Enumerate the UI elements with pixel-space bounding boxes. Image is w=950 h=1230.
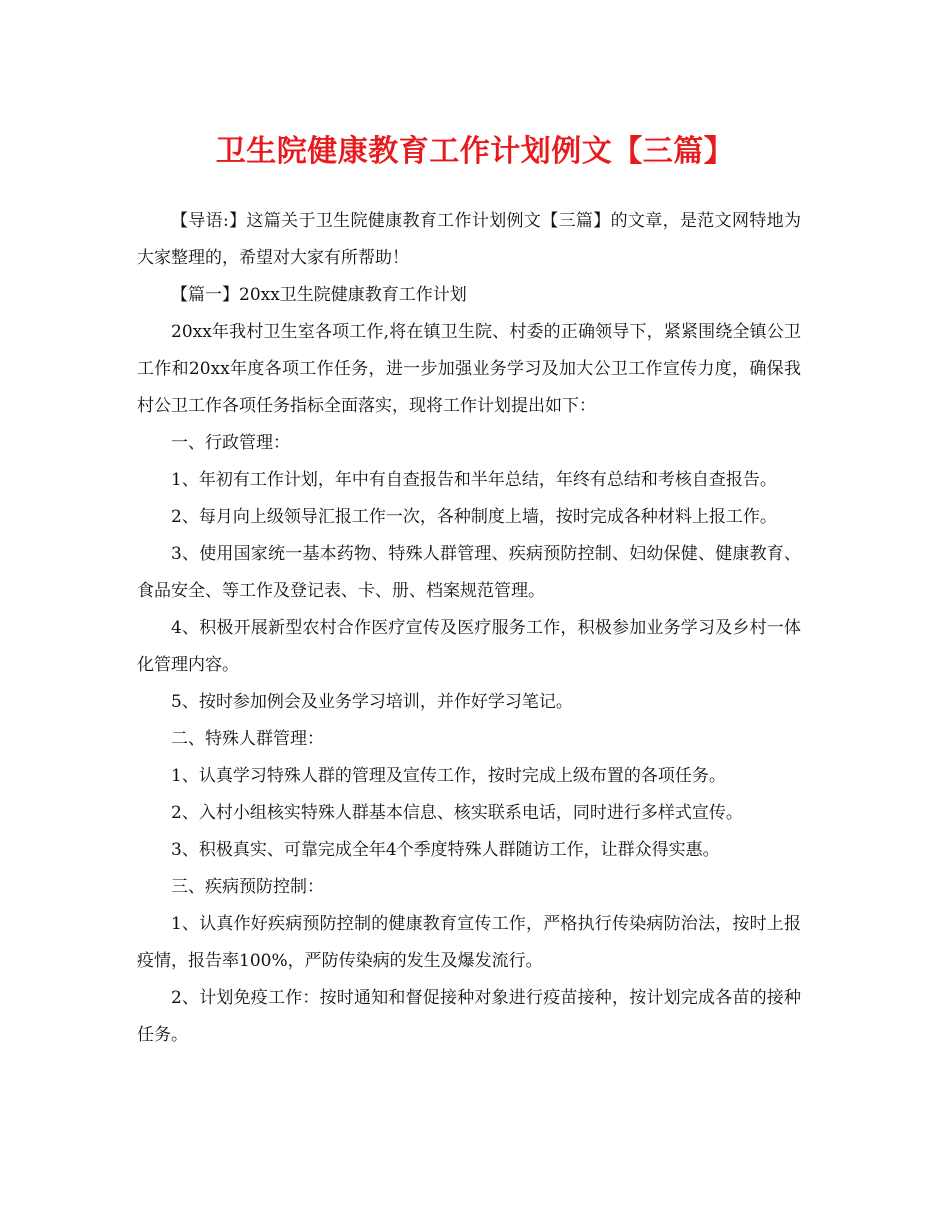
heading-disease-control: 三、疾病预防控制： [171, 877, 324, 897]
disease-control-item-1: 1、认真作好疾病预防控制的健康教育宣传工作，严格执行传染病防治法，按时上报疫情，报告率100%，严防传染病的发生及爆发流行。 [137, 914, 801, 971]
admin-item-1: 1、年初有工作计划，年中有自查报告和半年总结，年终有总结和考核自查报告。 [171, 470, 777, 490]
heading-administration: 一、行政管理： [171, 433, 290, 453]
admin-item-4: 4、积极开展新型农村合作医疗宣传及医疗服务工作，积极参加业务学习及乡村一体化管理内容。 [137, 618, 801, 675]
admin-item-3: 3、使用国家统一基本药物、特殊人群管理、疾病预防控制、妇幼保健、健康教育、食品安全、等工作及登记表、卡、册、档案规范管理。 [137, 544, 801, 601]
document-body [137, 203, 801, 1054]
disease-control-item-2: 2、计划免疫工作：按时通知和督促接种对象进行疫苗接种，按计划完成各苗的接种任务。 [137, 988, 801, 1045]
special-groups-item-3: 3、积极真实、可靠完成全年4个季度特殊人群随访工作，让群众得实惠。 [171, 840, 720, 860]
intro-paragraph: 【导语:】这篇关于卫生院健康教育工作计划例文【三篇】的文章，是范文网特地为大家整理的，希望对大家有所帮助！ [137, 211, 801, 268]
admin-item-5: 5、按时参加例会及业务学习培训，并作好学习笔记。 [171, 692, 573, 712]
admin-item-2: 2、每月向上级领导汇报工作一次，各种制度上墙，按时完成各种材料上报工作。 [171, 507, 777, 527]
heading-special-groups: 二、特殊人群管理： [171, 729, 324, 749]
document-title: 卫生院健康教育工作计划例文【三篇】 [215, 134, 735, 169]
special-groups-item-1: 1、认真学习特殊人群的管理及宣传工作，按时完成上级布置的各项任务。 [171, 766, 726, 786]
section-heading-part-one: 【篇一】20xx卫生院健康教育工作计划 [171, 285, 467, 305]
special-groups-item-2: 2、入村小组核实特殊人群基本信息、核实联系电话，同时进行多样式宣传。 [171, 803, 743, 823]
paragraph-overview: 20xx年我村卫生室各项工作,将在镇卫生院、村委的正确领导下，紧紧围绕全镇公卫工作和20xx年度各项工作任务，进一步加强业务学习及加大公卫工作宣传力度，确保我村公卫工作各项任务指标全面落实，现将工作计划提出如下： [137, 322, 801, 416]
